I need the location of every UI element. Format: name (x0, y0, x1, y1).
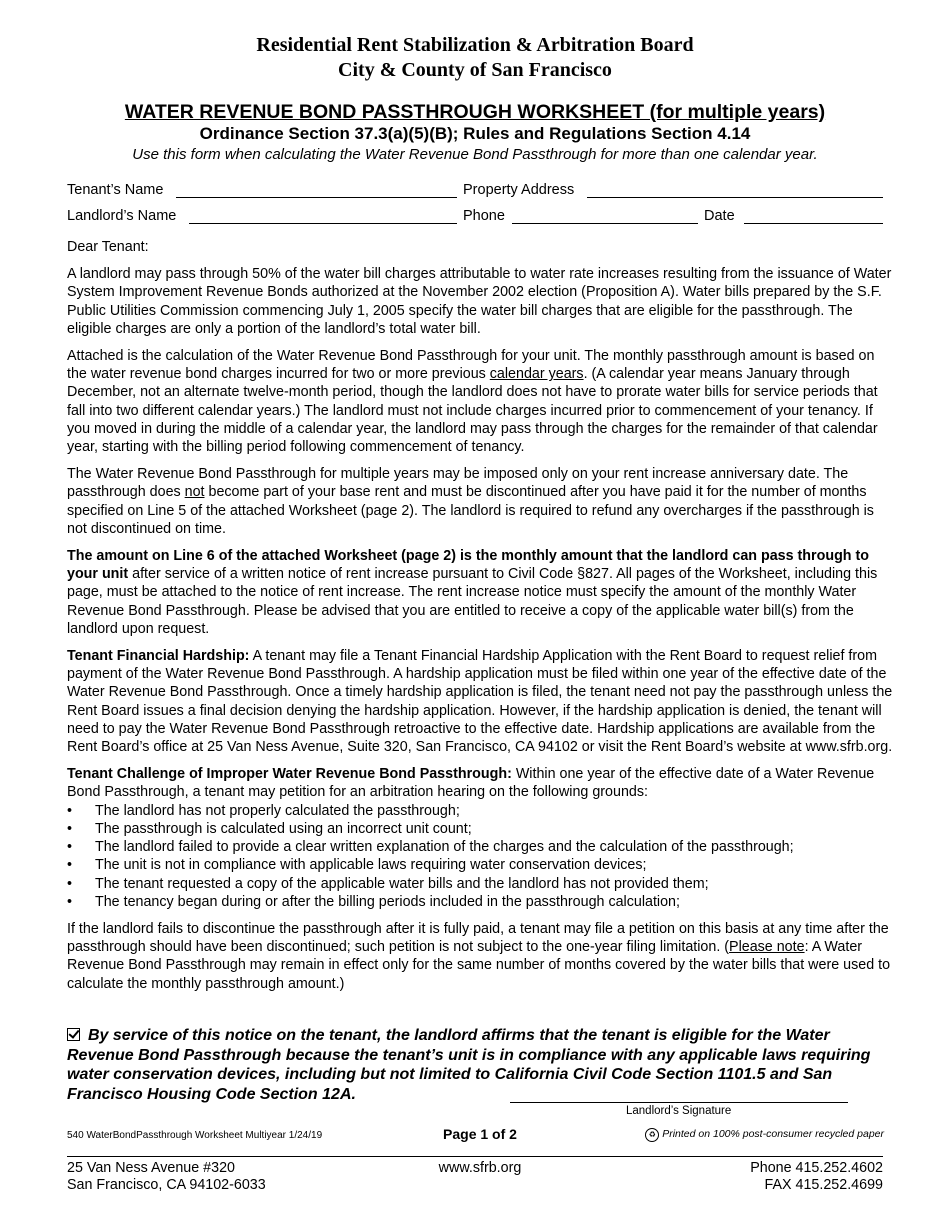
letter-body (67, 238, 893, 993)
property-address-field[interactable] (587, 197, 883, 198)
challenge-grounds-list (67, 802, 893, 911)
address-line-1: 25 Van Ness Avenue #320 (67, 1160, 235, 1176)
bullet-icon: • (67, 839, 73, 856)
recycle-icon: ♻ (645, 1128, 659, 1142)
paragraph-line6 (67, 547, 893, 638)
list-item-text: The landlord failed to provide a clear written explanation of the charges and the calculation of the passthrough; (95, 839, 794, 856)
form-id: 540 WaterBondPassthrough Worksheet Multiyear 1/24/19 (67, 1130, 323, 1141)
field-row-1 (67, 180, 883, 202)
paragraph-anniversary-text-a: The Water Revenue Bond Passthrough for multiple years may be imposed only on your rent increase anniversary date. The passthrough does (67, 466, 849, 501)
list-item-text: The unit is not in compliance with applicable laws requiring water conservation devices; (95, 857, 647, 874)
landlord-name-label: Landlord’s Name (67, 208, 177, 224)
recycled-text: Printed on 100% post-consumer recycled paper (662, 1128, 884, 1140)
list-item (67, 838, 893, 856)
hardship-heading: Tenant Financial Hardship: (67, 648, 250, 665)
list-item (67, 820, 893, 838)
paragraph-calculation (67, 347, 893, 456)
list-item-text: The landlord has not properly calculated the passthrough; (95, 802, 460, 819)
page-title: WATER REVENUE BOND PASSTHROUGH WORKSHEET (for multiple years) (124, 101, 826, 123)
paragraph-passthrough-basis: A landlord may pass through 50% of the water bill charges attributable to water rate increases resulting from the issuance of Water System Improvement Revenue Bonds authorized at the November 2002 election (Proposition A). Water bills prepared by the S.F. Public Utilities Commission commencing July 1, 2005 specify the water bill charges that are eligible for the passthrough. The eligible charges are only a portion of the landlord’s total water bill. (67, 266, 892, 337)
bullet-icon: • (67, 875, 73, 892)
affirmation-text: By service of this notice on the tenant, the landlord affirms that the tenant is eligible for the Water Revenue Bond Passthrough because the tenant’s unit is in compliance with any applicable laws requiring water conservation devices, including but not limited to California Civil Code Section 1101.5 and San Francisco Housing Code Section 12A. (67, 1027, 871, 1103)
challenge-text: Within one year of the effective date of a Water Revenue Bond Passthrough, a tenant may petition for an arbitration hearing on the following grounds: (67, 766, 875, 801)
bullet-icon: • (67, 802, 73, 819)
calendar-years-emphasis: calendar years (489, 366, 584, 383)
footer-website[interactable]: www.sfrb.org (438, 1160, 522, 1176)
paragraph-calculation-text-b: . (A calendar year means January through December, not an alternate twelve-month period, though the landlord does not have to prorate water bills for service periods that fall into two different calendar years.) The landlord must not include charges incurred prior to commencement of your tenancy. If you moved in during the middle of a calendar year, the landlord may pass through the charges for the remainder of that calendar year, starting with the billing period following commencement of tenancy. (67, 366, 878, 456)
footer-divider (67, 1156, 883, 1157)
org-name: Residential Rent Stabilization & Arbitration Board (256, 34, 694, 56)
landlord-name-field[interactable] (189, 223, 457, 224)
phone-label: Phone (463, 208, 505, 224)
form-instruction: Use this form when calculating the Water Revenue Bond Passthrough for more than one calendar year. (132, 146, 818, 163)
list-item-text: The tenant requested a copy of the applicable water bills and the landlord has not provided them; (95, 875, 709, 892)
list-item-text: The passthrough is calculated using an incorrect unit count; (95, 820, 472, 837)
landlord-signature-field[interactable] (510, 1102, 848, 1103)
phone-field[interactable] (512, 223, 698, 224)
list-item (67, 856, 893, 874)
affirmation-checkbox[interactable] (67, 1028, 80, 1041)
footer-address (67, 1160, 266, 1194)
paragraph-discontinue-text-a: If the landlord fails to discontinue the passthrough after it is fully paid, a tenant may file a petition on this basis at any time after the passthrough should have been discontinued; such petition is not subject to the one-year filing limitation. ( (67, 920, 889, 956)
page-number: Page 1 of 2 (443, 1126, 517, 1142)
bullet-icon: • (67, 820, 73, 837)
paragraph-line6-bold: The amount on Line 6 of the attached Worksheet (page 2) is the monthly amount that the landlord can pass through to your unit (67, 548, 870, 583)
field-row-2 (67, 206, 883, 228)
footer-fax: FAX 415.252.4699 (764, 1177, 883, 1193)
footer-phone: Phone 415.252.4602 (750, 1160, 883, 1176)
date-field[interactable] (744, 223, 883, 224)
recycled-note (645, 1127, 884, 1142)
not-emphasis: not (184, 484, 205, 501)
org-jurisdiction: City & County of San Francisco (338, 59, 612, 81)
list-item (67, 875, 893, 893)
date-label: Date (704, 208, 735, 224)
paragraph-discontinue-text-b: : A Water Revenue Bond Passthrough may remain in effect only for the same number of months covered by the water bills that were used to calculate the monthly passthrough amount.) (67, 939, 891, 992)
paragraph-calculation-text-a: Attached is the calculation of the Water Revenue Bond Passthrough for your unit. The monthly passthrough amount is based on the water revenue bond charges incurred for two or more previous (67, 348, 875, 383)
bullet-icon: • (67, 893, 73, 910)
signature-label: Landlord’s Signature (626, 1105, 732, 1117)
tenant-name-label: Tenant’s Name (67, 182, 164, 198)
paragraph-anniversary-text-b: become part of your base rent and must be discontinued after you have paid it for the number of months specified on Line 5 of the attached Worksheet (page 2). The landlord is required to refund any overcharges if the passthrough is not discontinued on time. (67, 484, 874, 537)
footer-contact (750, 1160, 883, 1194)
list-item-text: The tenancy began during or after the billing periods included in the passthrough calculation; (95, 893, 680, 910)
list-item (67, 893, 893, 911)
property-address-label: Property Address (463, 182, 575, 198)
paragraph-anniversary (67, 465, 893, 538)
tenant-name-field[interactable] (176, 197, 457, 198)
paragraph-hardship (67, 647, 893, 756)
address-line-2: San Francisco, CA 94102-6033 (67, 1177, 266, 1193)
salutation: Dear Tenant: (67, 239, 149, 255)
challenge-heading: Tenant Challenge of Improper Water Revenue Bond Passthrough: (67, 766, 512, 783)
paragraph-challenge (67, 765, 893, 801)
landlord-affirmation (67, 1026, 897, 1104)
page-subtitle: Ordinance Section 37.3(a)(5)(B); Rules and Regulations Section 4.14 (199, 124, 751, 143)
bullet-icon: • (67, 857, 73, 874)
paragraph-line6-text: after service of a written notice of rent increase pursuant to Civil Code §827. All pages of the Worksheet, including this page, must be attached to the notice of rent increase. The rent increase notice must specify the amount of the monthly Water Revenue Bond Passthrough. Please be advised that you are entitled to receive a copy of the applicable water bill(s) from the landlord upon request. (67, 566, 878, 637)
paragraph-discontinue (67, 920, 893, 993)
please-note-emphasis: Please note (729, 939, 805, 956)
hardship-text: A tenant may file a Tenant Financial Hardship Application with the Rent Board to request relief from payment of the Water Revenue Bond Passthrough. A hardship application must be filed within one year of the effective date of the Water Revenue Bond Passthrough. Once a timely hardship application is filed, the tenant need not pay the passthrough unless the Rent Board issues a final decision denying the hardship application. However, if the hardship application is denied, the tenant will need to pay the Water Revenue Bond Passthrough retroactive to the effective date. Hardship applications are available from the Rent Board’s office at 25 Van Ness Avenue, Suite 320, San Francisco, CA 94102 or visit the Rent Board’s website at www.sfrb.org. (67, 648, 893, 756)
list-item (67, 802, 893, 820)
